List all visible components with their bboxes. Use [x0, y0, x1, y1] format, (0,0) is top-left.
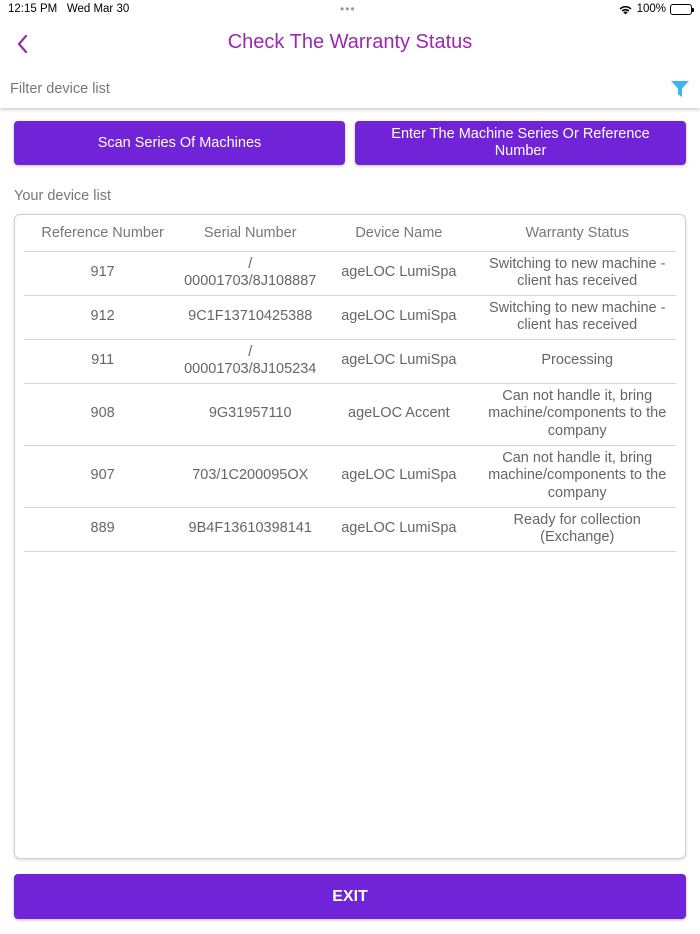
status-time: 12:15 PM Wed Mar 30 — [8, 3, 130, 15]
device-list-label: Your device list — [14, 188, 111, 204]
navigation-bar — [0, 24, 700, 66]
cell-status: Can not handle it, bring machine/components to the company — [478, 383, 676, 445]
action-buttons — [14, 121, 686, 165]
battery-icon — [670, 4, 692, 15]
column-header-device: Device Name — [319, 215, 478, 251]
table-row[interactable] — [24, 339, 676, 383]
cell-reference: 889 — [24, 507, 181, 551]
device-table-card — [14, 214, 686, 859]
cell-status: Processing — [478, 339, 676, 383]
filter-device-list-input[interactable] — [10, 78, 650, 100]
cell-reference: 911 — [24, 339, 181, 383]
cell-status: Ready for collection (Exchange) — [478, 507, 676, 551]
cell-serial: 9G31957110 — [181, 383, 319, 445]
cell-status: Can not handle it, bring machine/components to the company — [478, 445, 676, 507]
cell-device: ageLOC Accent — [319, 383, 478, 445]
column-header-reference: Reference Number — [24, 215, 181, 251]
table-row[interactable] — [24, 383, 676, 445]
column-header-serial: Serial Number — [181, 215, 319, 251]
cell-device: ageLOC LumiSpa — [319, 339, 478, 383]
column-header-status: Warranty Status — [478, 215, 676, 251]
cell-reference: 908 — [24, 383, 181, 445]
cell-status: Switching to new machine - client has received — [478, 295, 676, 339]
page-title: Check The Warranty Status — [227, 31, 473, 53]
cell-device: ageLOC LumiSpa — [319, 251, 478, 295]
cell-serial: / 00001703/8J108887 — [181, 251, 319, 295]
filter-icon[interactable] — [670, 80, 690, 98]
table-header — [24, 215, 676, 251]
cell-reference: 917 — [24, 251, 181, 295]
table-row[interactable] — [24, 445, 676, 507]
enter-series-button[interactable]: Enter The Machine Series Or Reference Number — [355, 121, 686, 165]
cell-serial: 9B4F13610398141 — [181, 507, 319, 551]
battery-percent: 100% — [636, 3, 666, 15]
cell-device: ageLOC LumiSpa — [319, 295, 478, 339]
status-indicators — [618, 3, 692, 15]
exit-button[interactable]: EXIT — [14, 874, 686, 919]
cell-reference: 912 — [24, 295, 181, 339]
cell-serial: / 00001703/8J105234 — [181, 339, 319, 383]
table-row[interactable] — [24, 507, 676, 551]
filter-bar — [0, 70, 700, 108]
cell-serial: 9C1F13710425388 — [181, 295, 319, 339]
cell-device: ageLOC LumiSpa — [319, 445, 478, 507]
cell-serial: 703/1C200095OX — [181, 445, 319, 507]
table-row[interactable] — [24, 295, 676, 339]
table-row[interactable] — [24, 251, 676, 295]
multitasking-dots[interactable]: ••• — [340, 2, 356, 16]
wifi-icon — [618, 4, 633, 15]
device-table — [24, 215, 676, 552]
cell-device: ageLOC LumiSpa — [319, 507, 478, 551]
cell-status: Switching to new machine - client has received — [478, 251, 676, 295]
status-bar — [0, 0, 700, 20]
cell-reference: 907 — [24, 445, 181, 507]
scan-series-button[interactable]: Scan Series Of Machines — [14, 121, 345, 165]
